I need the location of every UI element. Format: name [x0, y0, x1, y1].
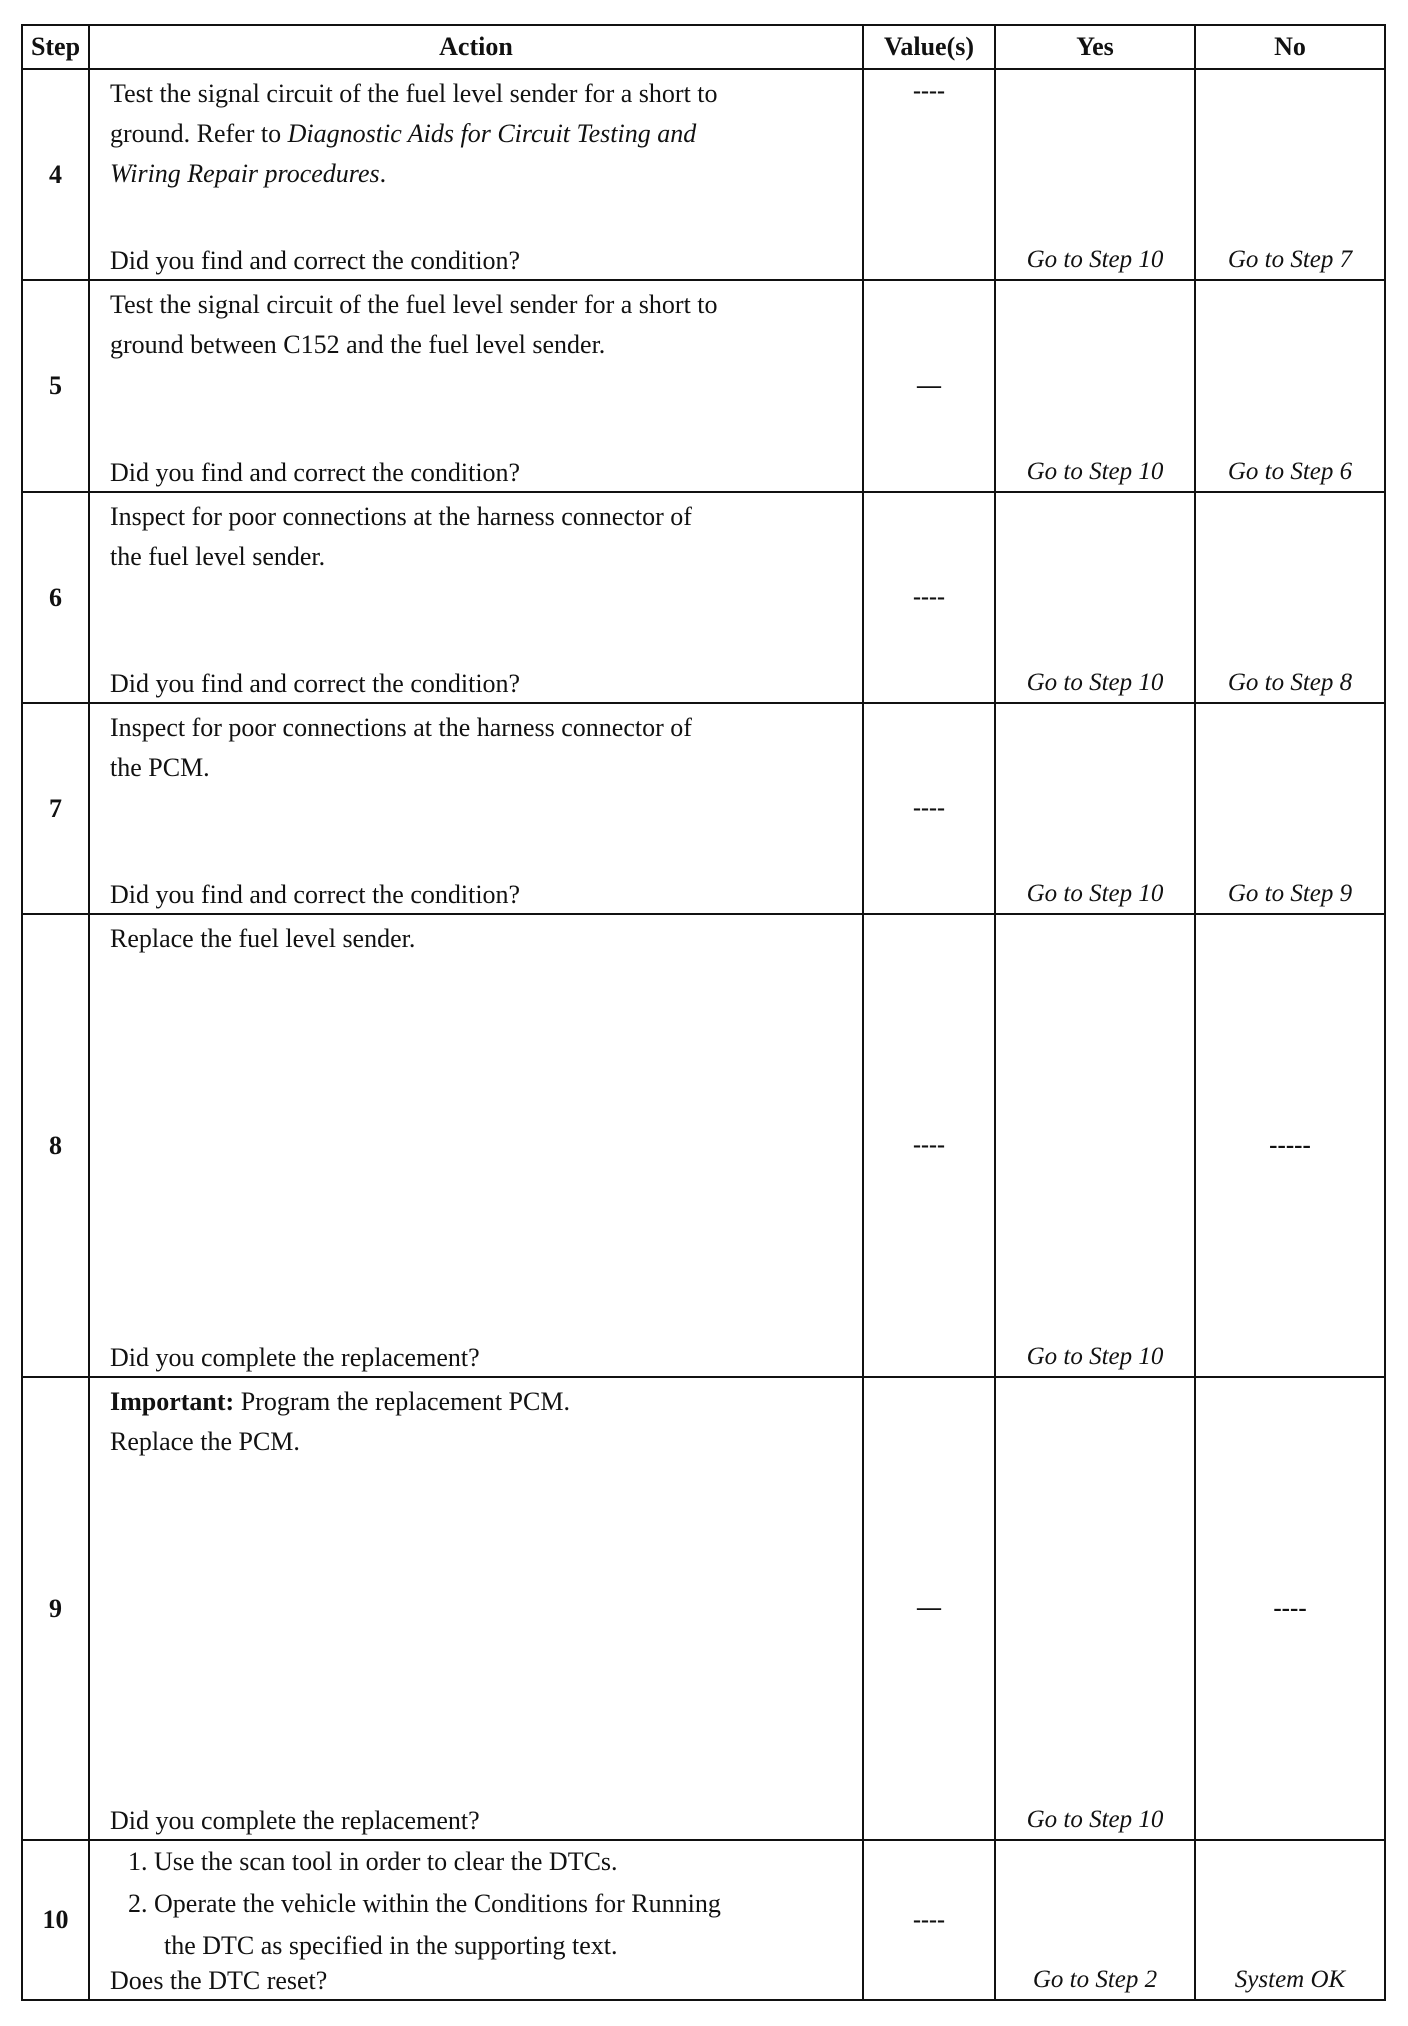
action-line: Inspect for poor connections at the harness connector of [110, 713, 692, 742]
action-line: the fuel level sender. [110, 542, 326, 571]
no-cell [1195, 914, 1385, 1377]
action-question: Does the DTC reset? [110, 1966, 328, 1995]
value-cell: — [863, 1377, 995, 1840]
action-question: Did you find and correct the condition? [110, 669, 521, 698]
no-goto-link[interactable]: Go to Step 8 [1227, 669, 1353, 696]
action-cell [89, 492, 863, 703]
header-yes: Yes [995, 25, 1195, 69]
action-line: the PCM. [110, 753, 210, 782]
yes-goto-link[interactable]: Go to Step 10 [1026, 246, 1164, 273]
step-number: 6 [22, 492, 89, 703]
action-line [110, 114, 848, 154]
diagnostic-table [21, 24, 1386, 2001]
step-number: 5 [22, 280, 89, 492]
yes-cell [995, 1377, 1195, 1840]
yes-goto-link[interactable]: Go to Step 10 [1026, 880, 1164, 907]
no-value-dash: ----- [1269, 1131, 1311, 1159]
action-line [110, 154, 848, 194]
table-row [22, 69, 1385, 280]
important-text: Program the replacement PCM. [234, 1387, 570, 1416]
list-item: 2. Operate the vehicle within the Conditions for Running [128, 1889, 721, 1918]
yes-cell [995, 492, 1195, 703]
value-cell: — [863, 280, 995, 492]
step-number: 9 [22, 1377, 89, 1840]
table-header-row [22, 25, 1385, 69]
action-question: Did you find and correct the condition? [110, 880, 521, 909]
table-row [22, 1840, 1385, 2000]
action-cell [89, 914, 863, 1377]
no-cell [1195, 280, 1385, 492]
no-cell [1195, 492, 1385, 703]
action-line: Test the signal circuit of the fuel level sender for a short to [110, 290, 718, 319]
action-cell [89, 1840, 863, 2000]
yes-goto-link[interactable]: Go to Step 10 [1026, 1343, 1164, 1370]
value-cell: ---- [863, 492, 995, 703]
action-line: Test the signal circuit of the fuel level sender for a short to [110, 79, 718, 108]
no-result: System OK [1234, 1966, 1346, 1993]
no-cell [1195, 69, 1385, 280]
step-number: 10 [22, 1840, 89, 2000]
no-value-dash: ---- [1273, 1594, 1307, 1622]
action-question: Did you find and correct the condition? [110, 246, 521, 275]
value-cell: ---- [863, 1840, 995, 2000]
table-row [22, 1377, 1385, 1840]
yes-cell [995, 280, 1195, 492]
diagnostic-aids-reference: Diagnostic Aids for Circuit Testing and [287, 119, 697, 148]
no-cell [1195, 1840, 1385, 2000]
action-text: ground. Refer to [110, 119, 288, 148]
table-row [22, 703, 1385, 914]
list-item-continuation: the DTC as specified in the supporting text. [164, 1931, 618, 1960]
wiring-repair-reference: Wiring Repair procedures [110, 159, 380, 188]
action-cell [89, 280, 863, 492]
no-goto-link[interactable]: Go to Step 7 [1227, 246, 1353, 273]
step-number: 8 [22, 914, 89, 1377]
important-note [110, 1382, 848, 1422]
action-line: Replace the fuel level sender. [110, 924, 416, 953]
no-goto-link[interactable]: Go to Step 6 [1227, 458, 1353, 485]
no-cell [1195, 1377, 1385, 1840]
yes-goto-link[interactable]: Go to Step 2 [1032, 1966, 1158, 1993]
no-goto-link[interactable]: Go to Step 9 [1227, 880, 1353, 907]
yes-goto-link[interactable]: Go to Step 10 [1026, 458, 1164, 485]
yes-goto-link[interactable]: Go to Step 10 [1026, 669, 1164, 696]
value-cell: ---- [863, 703, 995, 914]
header-values: Value(s) [863, 25, 995, 69]
header-action: Action [89, 25, 863, 69]
action-text: . [379, 159, 387, 188]
yes-cell [995, 703, 1195, 914]
yes-cell [995, 1840, 1195, 2000]
yes-cell [995, 69, 1195, 280]
action-cell [89, 69, 863, 280]
action-line: Inspect for poor connections at the harness connector of [110, 502, 692, 531]
value-cell: ---- [863, 69, 995, 280]
action-line: ground between C152 and the fuel level sender. [110, 330, 606, 359]
action-question: Did you complete the replacement? [110, 1343, 480, 1372]
header-step: Step [22, 25, 89, 69]
yes-cell [995, 914, 1195, 1377]
action-cell [89, 1377, 863, 1840]
table-row [22, 914, 1385, 1377]
step-number: 4 [22, 69, 89, 280]
action-line: Replace the PCM. [110, 1427, 300, 1456]
step-number: 7 [22, 703, 89, 914]
list-item: 1. Use the scan tool in order to clear the DTCs. [128, 1847, 618, 1876]
action-question: Did you find and correct the condition? [110, 458, 521, 487]
action-question: Did you complete the replacement? [110, 1806, 480, 1835]
no-cell [1195, 703, 1385, 914]
value-cell: ---- [863, 914, 995, 1377]
yes-goto-link[interactable]: Go to Step 10 [1026, 1806, 1164, 1833]
action-cell [89, 703, 863, 914]
table-row [22, 280, 1385, 492]
important-label: Important: [110, 1387, 235, 1416]
table-row [22, 492, 1385, 703]
header-no: No [1195, 25, 1385, 69]
